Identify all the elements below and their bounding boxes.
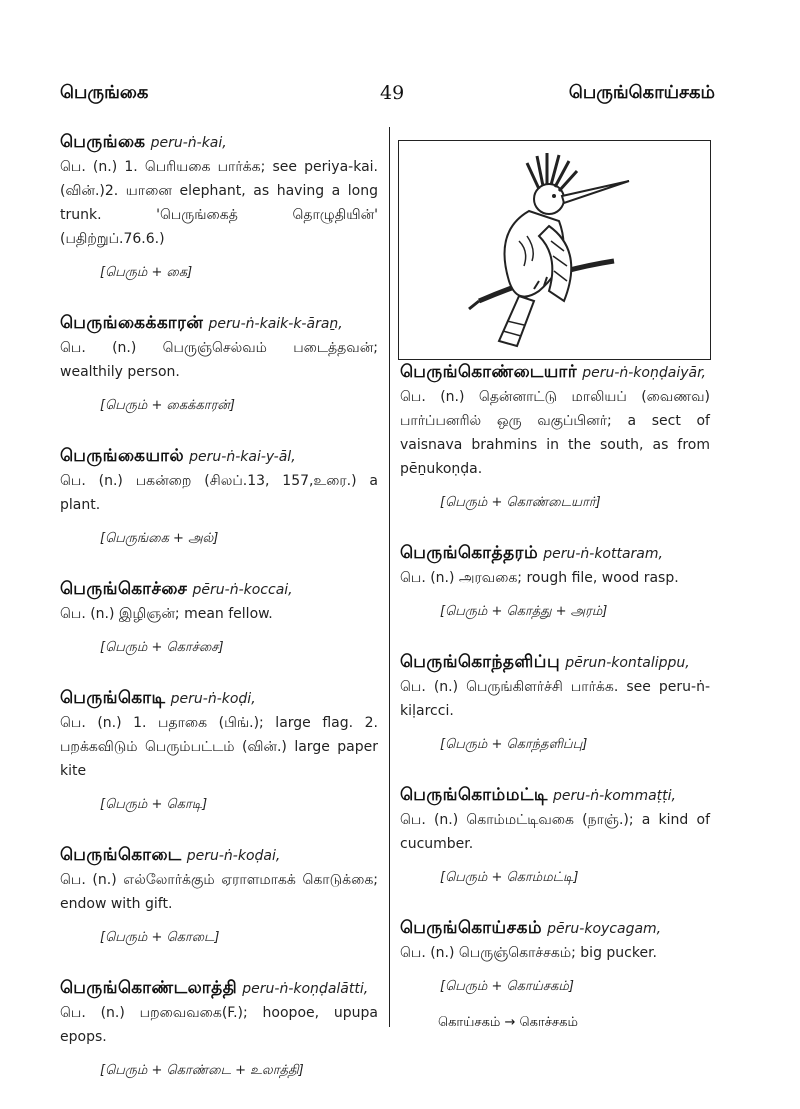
transliteration: peru-ṅ-kommaṭṭi,	[553, 788, 676, 804]
headword: பெருங்கொடி	[60, 688, 166, 708]
dictionary-entry	[400, 650, 710, 753]
transliteration: peru-ṅ-kottaram,	[543, 546, 663, 562]
headword: பெருங்கொண்டலாத்தி	[60, 978, 238, 998]
headword: பெருங்கொச்சை	[60, 579, 188, 599]
etymology: [பெரும் + கொத்து + அரம்]	[440, 604, 608, 619]
headword: பெருங்கொடை	[60, 845, 182, 865]
etymology: [பெரும் + கொம்மட்டி]	[440, 870, 579, 885]
definition: பெ. (n.) 1. பெரியகை பார்க்க; see periya-kai. (வின்.)2. யானை elephant, as having a long trunk. 'பெருங்கைத் தொழுதியின்' (பதிற்றுப்.76.6.)	[60, 159, 378, 247]
etymology: [பெரும் + கொண்டையார்]	[440, 495, 601, 510]
headword: பெருங்கையால்	[60, 446, 185, 466]
etymology: [பெரும் + கொடை]	[100, 930, 220, 945]
definition: பெ. (n.) அரவகை; rough file, wood rasp.	[400, 570, 679, 586]
etymology: [பெரும் + கொச்சை]	[100, 640, 224, 655]
definition: பெ. (n.) பெருங்கிளர்ச்சி பார்க்க. see peru-ṅ-kiḷarcci.	[400, 679, 710, 719]
etymology: [பெரும் + கொடி]	[100, 797, 208, 812]
etymology: [பெரும் + கை]	[100, 265, 193, 280]
definition: பெ. (n.) எல்லோர்க்கும் ஏராளமாகக் கொடுக்கை; endow with gift.	[60, 872, 378, 912]
etymology: [பெருங்கை + அல்]	[100, 531, 219, 546]
transliteration: peru-ṅ-koṇḍaiyār,	[582, 365, 706, 381]
dictionary-entry	[400, 360, 710, 511]
headword: பெருங்கொம்மட்டி	[400, 785, 548, 805]
transliteration: peru-ṅ-kai-y-āl,	[189, 449, 296, 465]
etymology: [பெரும் + கொந்தளிப்பு]	[440, 737, 588, 752]
dictionary-entry	[60, 843, 378, 946]
transliteration: pērun-kontalippu,	[565, 655, 690, 671]
dictionary-entry	[60, 686, 378, 813]
transliteration: pēru-koycagam,	[547, 921, 662, 937]
left-column	[60, 130, 378, 1109]
transliteration: peru-ṅ-kai,	[150, 135, 227, 151]
page-number: 49	[380, 82, 405, 104]
headword: பெருங்கொத்தரம்	[400, 543, 539, 563]
definition: பெ. (n.) இழிஞன்; mean fellow.	[60, 606, 273, 622]
definition: பெ. (n.) தென்னாட்டு மாலியப் (வைணவ) பார்ப்பனரில் ஒரு வகுப்பினர்; a sect of vaisnava brahmins in the south, as from pēṉukoṇḍa.	[400, 389, 710, 477]
headword: பெருங்கைக்காரன்	[60, 313, 204, 333]
dictionary-entry	[400, 783, 710, 886]
dictionary-entry	[60, 976, 378, 1079]
definition: பெ. (n.) பெருஞ்கொச்சகம்; big pucker.	[400, 945, 658, 961]
header-left-word: பெருங்கை	[60, 82, 149, 103]
headword: பெருங்கொண்டையார்	[400, 362, 578, 382]
transliteration: peru-ṅ-kaik-k-āraṉ,	[208, 316, 343, 332]
hoopoe-bird-icon	[399, 141, 709, 358]
dictionary-entry	[400, 541, 710, 620]
dictionary-entry	[400, 916, 710, 1031]
etymology: [பெரும் + கைக்காரன்]	[100, 398, 235, 413]
definition: பெ. (n.) பறவைவகை(F.); hoopoe, upupa epops.	[60, 1005, 378, 1045]
column-divider	[389, 127, 390, 1027]
transliteration: peru-ṅ-koḍai,	[186, 848, 281, 864]
definition: பெ. (n.) கொம்மட்டிவகை (நாஞ்.); a kind of cucumber.	[400, 812, 710, 852]
dictionary-entry	[60, 444, 378, 547]
definition: பெ. (n.) பகன்றை (சிலப்.13, 157,உரை.) a plant.	[60, 473, 378, 513]
dictionary-entry	[60, 577, 378, 656]
headword: பெருங்கொந்தளிப்பு	[400, 652, 561, 672]
header-right-word: பெருங்கொய்சகம்	[568, 82, 715, 103]
cross-reference: கொய்சகம் → கொச்சகம்	[438, 1015, 578, 1030]
headword: பெருங்கை	[60, 132, 146, 152]
definition: பெ. (n.) 1. பதாகை (பிங்.); large flag. 2. பறக்கவிடும் பெரும்பட்டம் (வின்.) large paper kite	[60, 715, 378, 779]
definition: பெ. (n.) பெருஞ்செல்வம் படைத்தவன்; wealthily person.	[60, 340, 378, 380]
dictionary-entry	[60, 130, 378, 281]
headword: பெருங்கொய்சகம்	[400, 918, 543, 938]
etymology: [பெரும் + கொய்சகம்]	[440, 979, 574, 994]
transliteration: peru-ṅ-koḍi,	[170, 691, 256, 707]
right-column	[400, 360, 710, 1031]
transliteration: pēru-ṅ-koccai,	[192, 582, 293, 598]
page-header	[60, 82, 715, 112]
etymology: [பெரும் + கொண்டை + உலாத்தி]	[100, 1063, 304, 1078]
transliteration: peru-ṅ-koṇḍalātti,	[242, 981, 369, 997]
hoopoe-illustration	[398, 140, 711, 360]
dictionary-entry	[60, 311, 378, 414]
